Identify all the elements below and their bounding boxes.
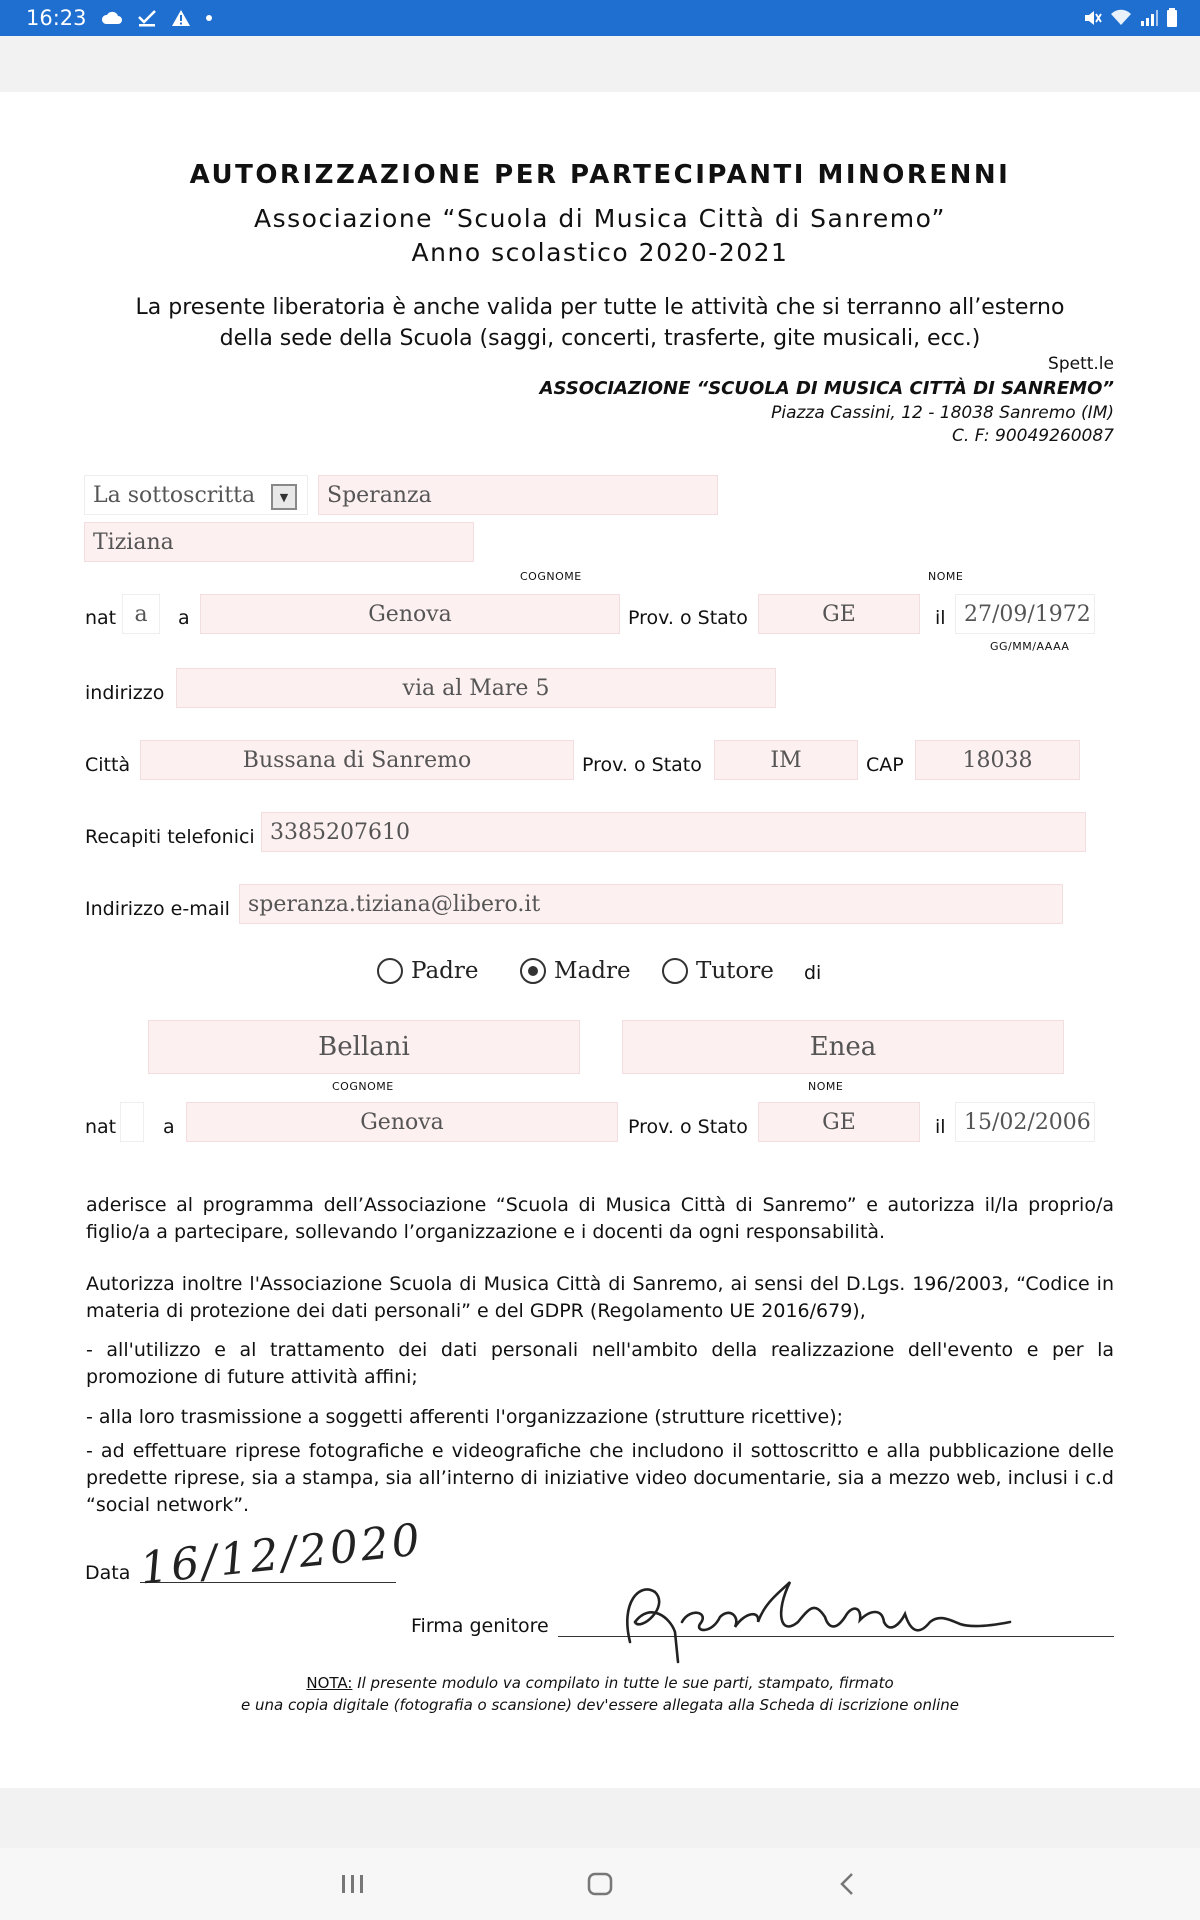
recipient-name: ASSOCIAZIONE “SCUOLA DI MUSICA CITTÀ DI SANREMO” — [539, 378, 1114, 399]
tel-label: Recapiti telefonici — [85, 826, 255, 848]
android-nav-bar — [0, 1848, 1200, 1920]
status-time: 16:23 — [26, 6, 87, 30]
cloud-icon — [101, 11, 123, 25]
association-name: Associazione “Scuola di Musica Città di Sanremo” — [254, 204, 946, 233]
parent-birth-prov-field[interactable]: GE — [758, 594, 920, 634]
child-a-label: a — [163, 1116, 175, 1138]
recipient-cf: C. F: 90049260087 — [952, 426, 1114, 446]
intro-line-2: della sede della Scuola (saggi, concerti, trasferte, gite musicali, ecc.) — [219, 326, 981, 351]
parent-birth-date-field[interactable]: 27/09/1972 — [955, 594, 1095, 634]
back-icon[interactable] — [817, 1859, 877, 1909]
child-prov-label: Prov. o Stato — [628, 1116, 748, 1138]
email-label: Indirizzo e-mail — [85, 898, 230, 920]
intro-line-1: La presente liberatoria è anche valida per tutte le attività che si terranno all’esterno — [135, 295, 1065, 320]
nat-label: nat — [85, 607, 117, 629]
tel-field[interactable]: 3385207610 — [261, 812, 1086, 852]
indirizzo-label: indirizzo — [85, 682, 165, 704]
radio-circle-selected — [520, 958, 546, 984]
battery-icon — [1166, 8, 1178, 28]
document-title: AUTORIZZAZIONE PER PARTECIPANTI MINORENNI — [189, 160, 1011, 190]
paragraph-trasmissione: - alla loro trasmissione a soggetti afferenti l'organizzazione (strutture ricettive); — [86, 1406, 844, 1428]
child-nome-caption: NOME — [808, 1080, 844, 1093]
child-cognome-caption: COGNOME — [332, 1080, 394, 1093]
child-gender-suffix-field[interactable] — [120, 1102, 144, 1142]
child-nat-label: nat — [85, 1116, 117, 1138]
paragraph-riprese: - ad effettuare riprese fotografiche e videografiche che includono il sottoscritto e alla pubblicazione delle predette riprese, sia a stampa, sia all’interno di iniziative video documentarie, sia a mezzo web, inclusi i c.d “social network”. — [86, 1440, 1114, 1516]
a-label: a — [178, 607, 190, 629]
radio-padre[interactable]: Padre — [377, 958, 478, 984]
viewer-top-band — [0, 36, 1200, 92]
radio-madre[interactable]: Madre — [520, 958, 631, 984]
alert-icon — [171, 9, 191, 27]
home-icon[interactable] — [570, 1859, 630, 1909]
handwritten-date: 16/12/2020 — [137, 1514, 426, 1595]
prov2-label: Prov. o Stato — [582, 754, 702, 776]
wifi-icon — [1110, 9, 1132, 27]
indirizzo-field[interactable]: via al Mare 5 — [176, 668, 776, 708]
viewer-bottom-band — [0, 1788, 1200, 1848]
paragraph-adesione: aderisce al programma dell’Associazione “Scuola di Musica Città di Sanremo” e autorizza il/la proprio/a figlio/a a partecipare, sollevando l’organizzazione e i docenti da ogni responsabilità. — [86, 1194, 1114, 1243]
data-label: Data — [85, 1562, 131, 1584]
recipient-spett: Spett.le — [1048, 354, 1114, 374]
radio-circle — [662, 958, 688, 984]
parent-birth-city-field[interactable]: Genova — [200, 594, 620, 634]
signal-icon — [1140, 9, 1158, 27]
citta-prov-field[interactable]: IM — [714, 740, 858, 780]
email-field[interactable]: speranza.tiziana@libero.it — [239, 884, 1063, 924]
radio-circle — [377, 958, 403, 984]
document-page — [0, 92, 1200, 1788]
child-il-label: il — [935, 1116, 946, 1138]
date-format-hint: GG/MM/AAAA — [990, 640, 1070, 653]
signature-scribble — [600, 1562, 1050, 1672]
mute-icon — [1082, 9, 1102, 27]
cognome-caption: COGNOME — [520, 570, 582, 583]
nota-line-2: e una copia digitale (fotografia o scansione) dev'essere allegata alla Scheda di iscrizione online — [240, 1696, 960, 1714]
status-bar — [0, 0, 1200, 36]
child-birth-date-field[interactable]: 15/02/2006 — [955, 1102, 1095, 1142]
nome-caption: NOME — [928, 570, 964, 583]
nota-line-1: NOTA: Il presente modulo va compilato in tutte le sue parti, stampato, firmato — [306, 1674, 894, 1692]
paragraph-trattamento: - all'utilizzo e al trattamento dei dati personali nell'ambito della realizzazione dell'evento e per la promozione di future attività affini; — [86, 1339, 1114, 1388]
parent-cognome-field[interactable]: Speranza — [318, 475, 718, 515]
il-label: il — [935, 607, 946, 629]
prov-label: Prov. o Stato — [628, 607, 748, 629]
child-birth-city-field[interactable]: Genova — [186, 1102, 618, 1142]
di-label: di — [804, 962, 822, 984]
recipient-address: Piazza Cassini, 12 - 18038 Sanremo (IM) — [771, 403, 1114, 423]
child-cognome-field[interactable]: Bellani — [148, 1020, 580, 1074]
chevron-down-icon[interactable]: ▼ — [271, 484, 297, 510]
child-birth-prov-field[interactable]: GE — [758, 1102, 920, 1142]
school-year: Anno scolastico 2020-2021 — [411, 238, 789, 267]
citta-label: Città — [85, 754, 131, 776]
cap-label: CAP — [866, 754, 904, 776]
parent-gender-suffix-field[interactable]: a — [122, 594, 160, 634]
nota-label: NOTA: — [306, 1674, 353, 1692]
title-select-value: La sottoscritta — [93, 482, 256, 508]
child-nome-field[interactable]: Enea — [622, 1020, 1064, 1074]
cap-field[interactable]: 18038 — [915, 740, 1080, 780]
dot-icon — [205, 14, 213, 22]
parent-nome-field[interactable]: Tiziana — [84, 522, 474, 562]
recent-apps-icon[interactable] — [323, 1859, 383, 1909]
paragraph-privacy: Autorizza inoltre l'Associazione Scuola di Musica Città di Sanremo, ai sensi del D.Lgs. 196/2003, “Codice in materia di protezione dei dati personali” e del GDPR (Regolamento UE 2016/679), — [86, 1273, 1114, 1322]
firma-label: Firma genitore — [411, 1615, 549, 1637]
check-icon — [137, 9, 157, 27]
citta-field[interactable]: Bussana di Sanremo — [140, 740, 574, 780]
radio-tutore[interactable]: Tutore — [662, 958, 774, 984]
